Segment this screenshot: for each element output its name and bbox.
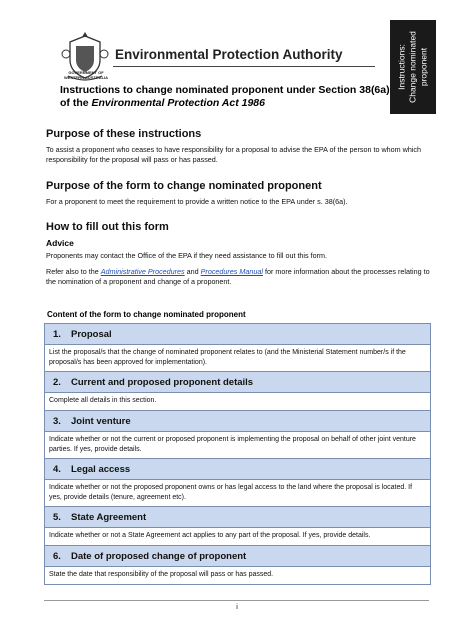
wa-government-crest-icon [60, 32, 110, 90]
section-heading-legal-access: 4. Legal access [45, 459, 430, 480]
refer-text: Refer also to the Administrative Procedures and Procedures Manual for more information about the processes relating to the nomination of a proponent and change of a proponent. [46, 267, 430, 286]
section-body-legal-access: Indicate whether or not the proposed proponent owns or has legal access to the land where the proposal is located. If yes, provide details (tenure, agreement etc). [45, 480, 430, 507]
section-heading-joint-venture: 3. Joint venture [45, 411, 430, 432]
section-body-proponent-details: Complete all details in this section. [45, 393, 430, 411]
section-body-joint-venture: Indicate whether or not the current or proposed proponent is implementing the proposal on behalf of other joint venture parties. If yes, provide details. [45, 432, 430, 459]
advice-heading: Advice [46, 238, 74, 248]
section-heading-state-agreement: 5. State Agreement [45, 507, 430, 528]
procedures-manual-link[interactable]: Procedures Manual [200, 267, 263, 276]
agency-name: Environmental Protection Authority [115, 47, 343, 62]
side-tab: Instructions: Change nominated proponent [390, 20, 436, 114]
government-label: GOVERNMENT OF WESTERN AUSTRALIA [63, 70, 109, 80]
section-heading-change-date: 6. Date of proposed change of proponent [45, 546, 430, 567]
purpose-form-heading: Purpose of the form to change nominated proponent [46, 180, 322, 192]
advice-text: Proponents may contact the Office of the EPA if they need assistance to fill out this form. [46, 251, 327, 260]
section-heading-proponent-details: 2. Current and proposed proponent details [45, 372, 430, 393]
administrative-procedures-link[interactable]: Administrative Procedures [100, 267, 185, 276]
section-heading-proposal: 1. Proposal [45, 324, 430, 345]
section-body-change-date: State the date that responsibility of the proposal will pass or has passed. [49, 571, 274, 578]
content-label: Content of the form to change nominated proponent [47, 310, 246, 319]
how-to-heading: How to fill out this form [46, 221, 169, 233]
section-body-proposal: List the proposal/s that the change of nominated proponent relates to (and the Ministerial Statement number/s if the proposal/s has been approved for implementation). [45, 345, 430, 372]
section-body-state-agreement: Indicate whether or not a State Agreement act applies to any part of the proposal. If yes, provide details. [45, 528, 430, 546]
document-title: Instructions to change nominated proponent under Section 38(6a) of the Environmental Protection Act 1986 [60, 84, 390, 109]
purpose-instructions-text: To assist a proponent who ceases to have responsibility for a proposal to advise the EPA of the person to whom which responsibility for the proposal will pass or has passed. [46, 145, 422, 164]
purpose-instructions-heading: Purpose of these instructions [46, 128, 202, 140]
footer-divider [44, 600, 429, 601]
header-divider [113, 66, 375, 67]
page-number: i [236, 604, 238, 611]
purpose-form-text: For a proponent to meet the requirement to provide a written notice to the EPA under s. 38(6a). [46, 197, 348, 206]
form-content-table [44, 323, 431, 585]
